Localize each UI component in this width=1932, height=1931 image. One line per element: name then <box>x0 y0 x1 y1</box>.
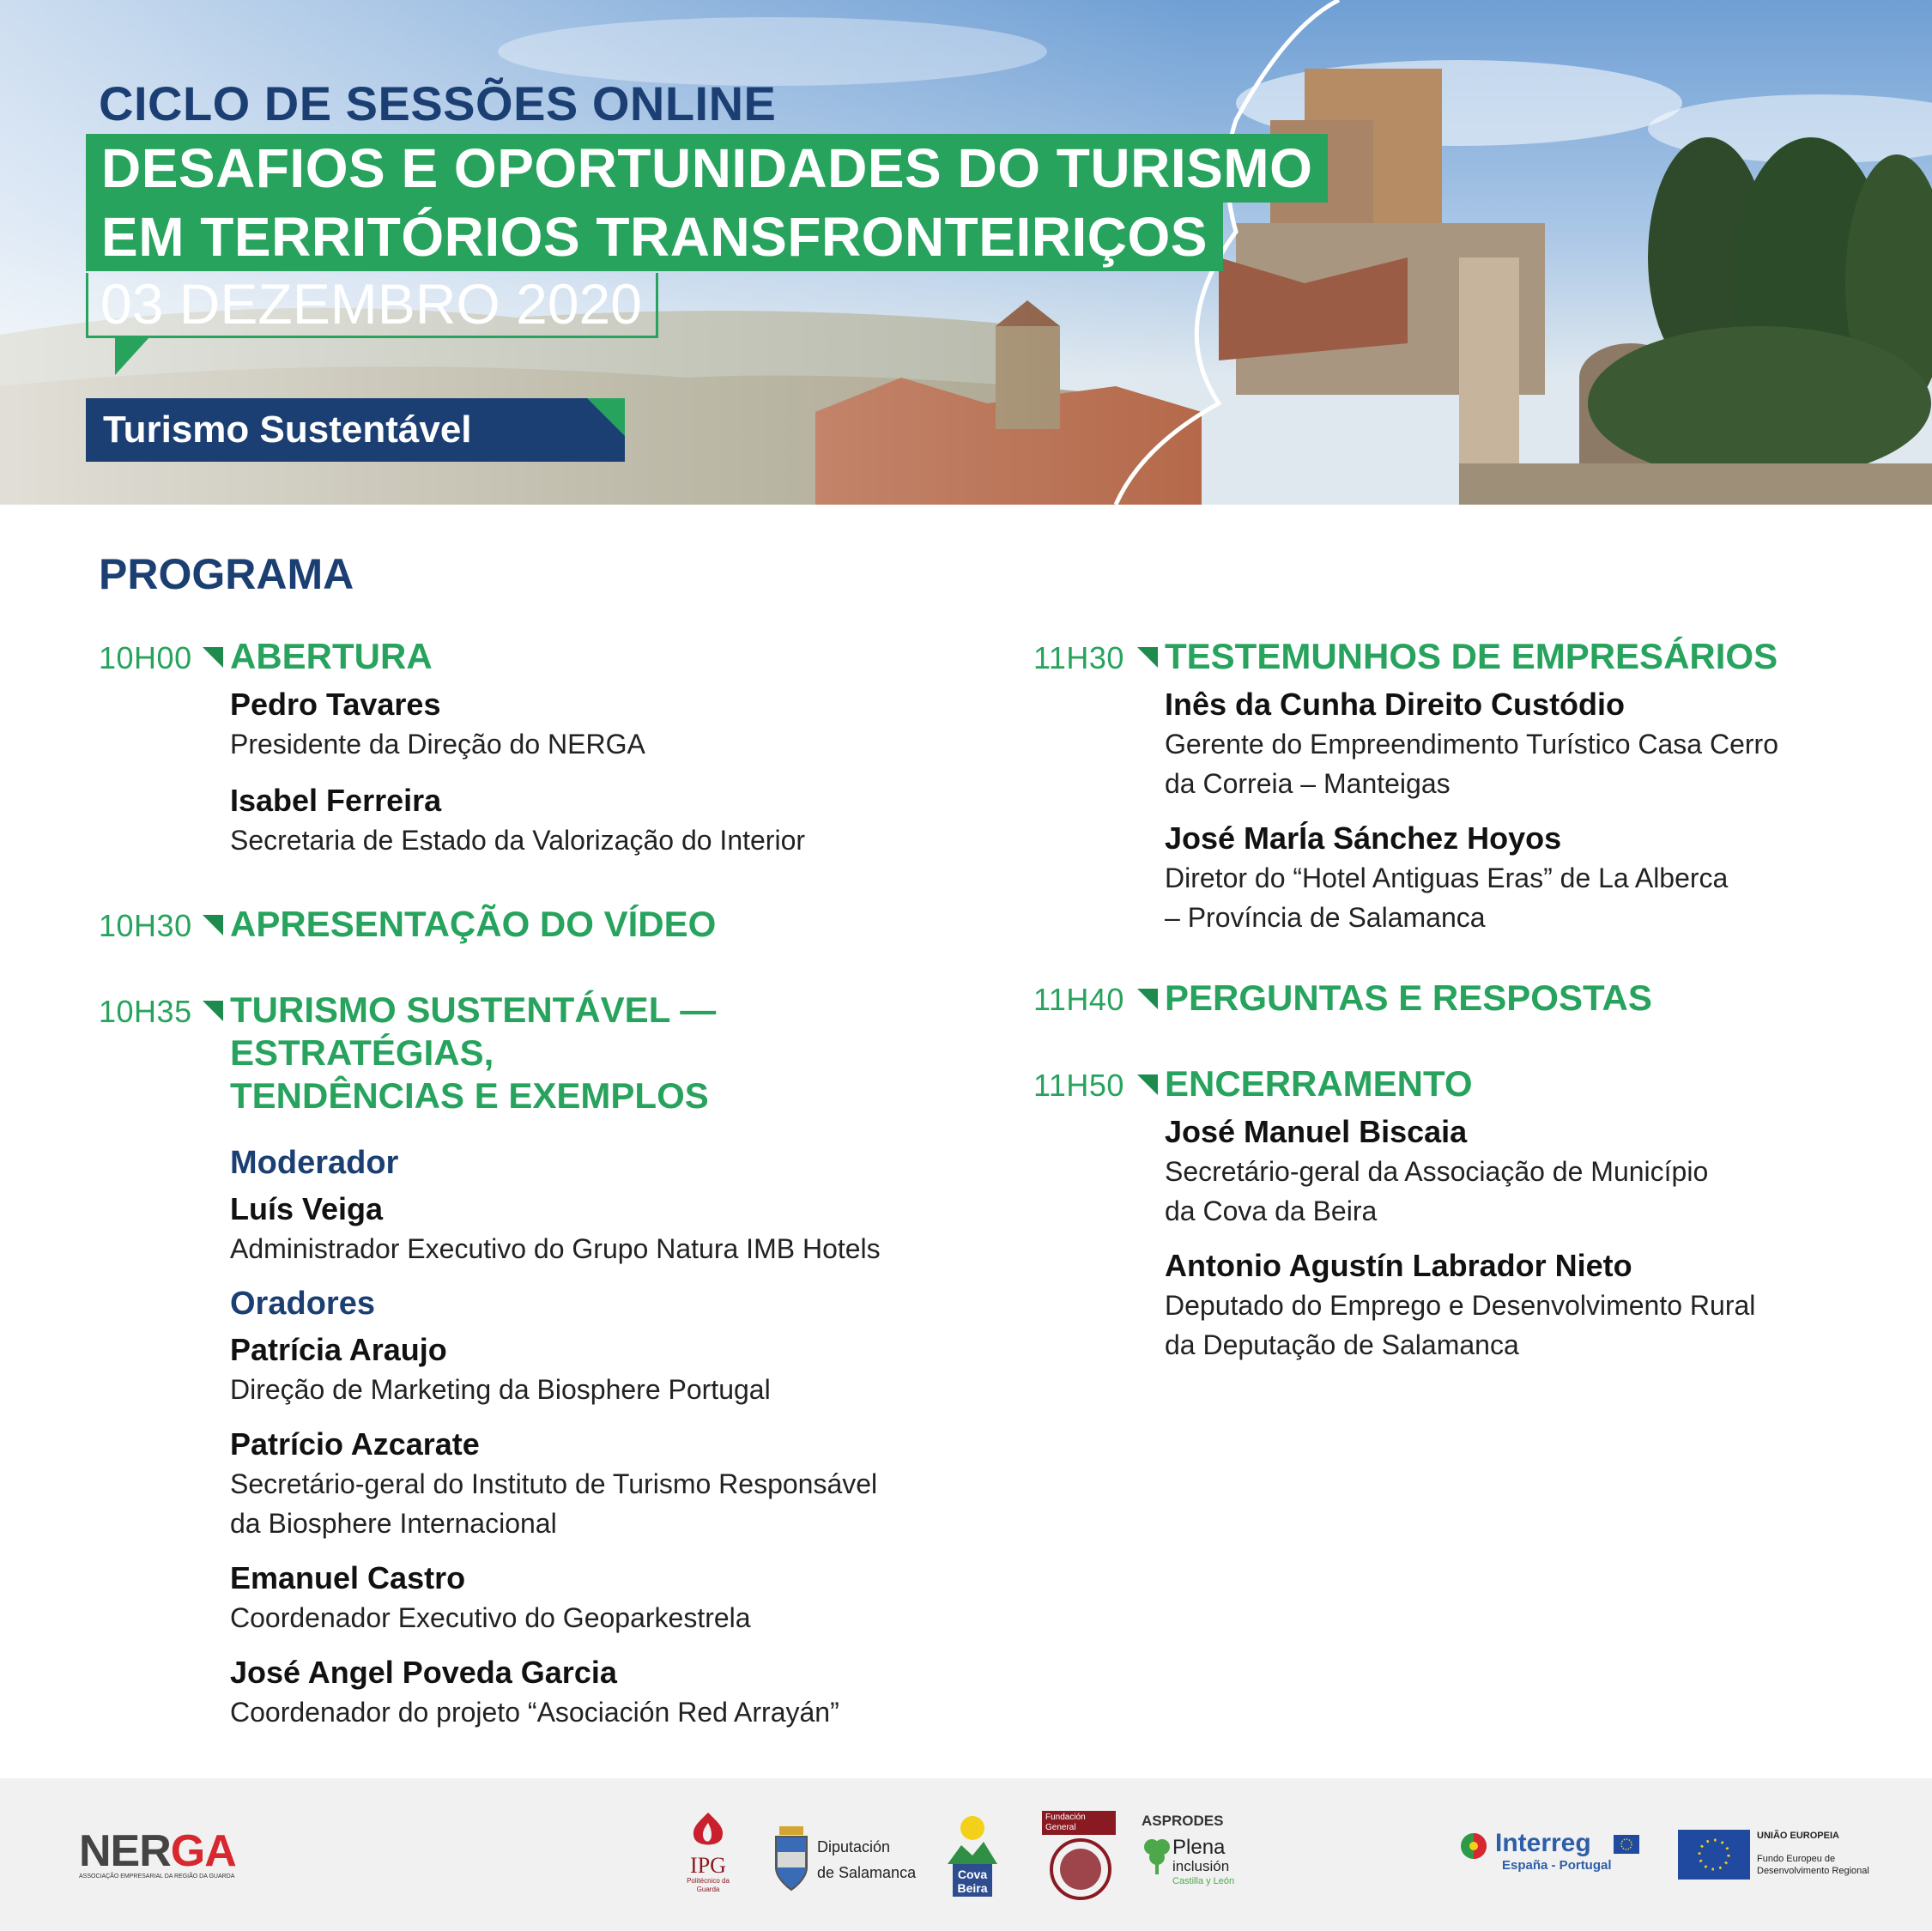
series-kicker: CICLO DE SESSÕES ONLINE <box>99 76 777 130</box>
program-left-column <box>99 635 957 1732</box>
fundacion-general-logo <box>1042 1811 1119 1897</box>
speaker <box>230 1559 957 1637</box>
cova-beira-line2: Beira <box>957 1881 988 1895</box>
agenda-item-encerramento <box>1033 1062 1892 1365</box>
speaker <box>1165 1246 1892 1365</box>
diputacion-line1: Diputación <box>817 1838 891 1855</box>
speaker-role: Secretaria de Estado da Valorização do Interior <box>230 825 806 856</box>
speaker-role-cont: da Correia – Manteigas <box>1165 768 1451 799</box>
interreg-logo <box>1459 1830 1639 1881</box>
castilla-leon-label: Castilla y León <box>1172 1876 1235 1886</box>
date-callout-tail <box>115 337 149 375</box>
speaker-name: Patrício Azcarate <box>230 1426 480 1462</box>
speaker <box>230 1330 957 1409</box>
ipg-label: IPG <box>690 1853 726 1878</box>
corner-arrow-icon <box>1137 989 1158 1009</box>
agenda-title-line-1: TURISMO SUSTENTÁVEL — ESTRATÉGIAS, <box>230 990 717 1073</box>
agenda-time: 11H30 <box>1033 640 1124 675</box>
program-right-column <box>1033 635 1892 1365</box>
moderator-heading: Moderador <box>230 1145 399 1181</box>
speaker-name: Luís Veiga <box>230 1191 384 1226</box>
uniao-europeia-logo <box>1678 1830 1884 1890</box>
university-seal-icon <box>1042 1835 1119 1904</box>
agenda-item-testemunhos <box>1033 635 1892 937</box>
agenda-time: 10H00 <box>99 640 192 675</box>
agenda-item-perguntas <box>1033 977 1892 1020</box>
speaker-role: Diretor do “Hotel Antiguas Eras” de La Alberca <box>1165 863 1729 893</box>
speaker-name: Emanuel Castro <box>230 1560 466 1595</box>
speaker-name: Pedro Tavares <box>230 687 441 722</box>
speaker <box>1165 1112 1892 1231</box>
eu-flag-small-icon <box>1614 1835 1639 1854</box>
speaker-name: Patrícia Araujo <box>230 1332 447 1367</box>
speaker-name: José Angel Poveda Garcia <box>230 1655 617 1690</box>
speaker <box>1165 685 1892 803</box>
event-date: 03 DEZEMBRO 2020 <box>86 273 658 338</box>
agenda-time: 10H35 <box>99 994 192 1029</box>
corner-arrow-icon <box>1137 647 1158 668</box>
salamanca-coat-of-arms-icon <box>772 1826 810 1892</box>
speaker-name: Inês da Cunha Direito Custódio <box>1165 687 1626 722</box>
nerga-tagline: ASSOCIAÇÃO EMPRESARIAL DA REGIÃO DA GUARDA <box>79 1873 235 1880</box>
eu-flag-icon <box>1678 1830 1750 1880</box>
event-title-line-2: EM TERRITÓRIOS TRANSFRONTEIRIÇOS <box>86 203 1223 271</box>
inclusion-label: inclusión <box>1172 1858 1230 1874</box>
speaker-role: Direção de Marketing da Biosphere Portugal <box>230 1374 771 1405</box>
speaker-role: Presidente da Direção do NERGA <box>230 729 645 760</box>
speaker-name: Antonio Agustín Labrador Nieto <box>1165 1248 1632 1283</box>
speaker-role-cont: da Cova da Beira <box>1165 1196 1378 1226</box>
cova-beira-line1: Cova <box>957 1867 988 1881</box>
nerga-logo-ner: NER <box>79 1826 171 1876</box>
header-banner <box>0 0 1932 505</box>
eu-line1: Fundo Europeu de <box>1757 1854 1836 1864</box>
speaker-role: Deputado do Emprego e Desenvolvimento Rural <box>1165 1290 1756 1321</box>
speaker <box>230 781 957 860</box>
speaker-name: José MarÍa Sánchez Hoyos <box>1165 820 1562 856</box>
asprodes-label: ASPRODES <box>1142 1813 1224 1829</box>
agenda-item-video <box>99 903 957 946</box>
agenda-title: PERGUNTAS E RESPOSTAS <box>1165 978 1652 1018</box>
fundacion-label: Fundación General <box>1042 1811 1116 1835</box>
corner-arrow-icon <box>203 1001 223 1021</box>
interreg-name: Interreg <box>1495 1829 1591 1857</box>
speaker-name: José Manuel Biscaia <box>1165 1114 1468 1149</box>
partner-logos-footer <box>0 1778 1932 1931</box>
speaker-role-cont: da Deputação de Salamanca <box>1165 1329 1519 1360</box>
program-heading: PROGRAMA <box>99 550 354 598</box>
plena-label: Plena <box>1172 1836 1226 1859</box>
speaker <box>230 1425 957 1543</box>
eu-line2: Desenvolvimento Regional <box>1757 1866 1869 1876</box>
agenda-time: 10H30 <box>99 908 192 943</box>
ipg-sub: Politécnico da Guarda <box>687 1877 730 1893</box>
speaker-role: Coordenador Executivo do Geoparkestrela <box>230 1602 751 1633</box>
corner-arrow-icon <box>1137 1074 1158 1095</box>
speaker-role: Secretário-geral da Associação de Município <box>1165 1156 1709 1187</box>
corner-arrow-icon <box>203 915 223 935</box>
diputacion-line2: de Salamanca <box>817 1864 917 1881</box>
agenda-item-abertura <box>99 635 957 860</box>
speakers-heading: Oradores <box>230 1286 375 1322</box>
cova-beira-logo <box>944 1813 1001 1898</box>
speaker-role: Gerente do Empreendimento Turístico Casa Cerro <box>1165 729 1778 760</box>
agenda-time: 11H40 <box>1033 982 1124 1017</box>
speaker-role-cont: da Biosphere Internacional <box>230 1508 557 1539</box>
speaker <box>1165 819 1892 937</box>
agenda-title: APRESENTAÇÃO DO VÍDEO <box>230 904 717 944</box>
agenda-title: ABERTURA <box>230 636 433 676</box>
agenda-title-line-2: TENDÊNCIAS E EXEMPLOS <box>230 1075 709 1116</box>
diputacion-salamanca-logo <box>772 1826 918 1895</box>
agenda-item-turismo-sustentavel <box>99 989 957 1732</box>
agenda-title: ENCERRAMENTO <box>1165 1063 1473 1104</box>
session-name: Turismo Sustentável <box>86 398 625 462</box>
asprodes-plena-inclusion-logo <box>1142 1813 1245 1898</box>
clover-icon <box>1142 1837 1172 1874</box>
agenda-title: TESTEMUNHOS DE EMPRESÁRIOS <box>1165 636 1778 676</box>
speaker <box>230 1653 957 1732</box>
ipg-logo <box>678 1811 738 1894</box>
agenda-time: 11H50 <box>1033 1068 1124 1103</box>
speaker <box>230 685 957 764</box>
nerga-logo-ga: GA <box>170 1826 236 1876</box>
portugal-spain-flags-icon <box>1459 1831 1488 1861</box>
nerga-logo <box>79 1826 259 1881</box>
speaker-role-cont: – Província de Salamanca <box>1165 902 1486 933</box>
speaker-name: Isabel Ferreira <box>230 783 442 818</box>
speaker-role: Secretário-geral do Instituto de Turismo Responsável <box>230 1468 878 1499</box>
ipg-flame-icon <box>682 1811 734 1850</box>
moderator <box>230 1189 957 1268</box>
speaker-role: Coordenador do projeto “Asociación Red Arrayán” <box>230 1697 839 1728</box>
eu-title: UNIÃO EUROPEIA <box>1757 1831 1839 1841</box>
corner-arrow-icon <box>203 647 223 668</box>
interreg-sub: España - Portugal <box>1502 1858 1612 1873</box>
speaker-role: Administrador Executivo do Grupo Natura IMB Hotels <box>230 1233 881 1264</box>
event-title-line-1: DESAFIOS E OPORTUNIDADES DO TURISMO <box>86 134 1328 203</box>
